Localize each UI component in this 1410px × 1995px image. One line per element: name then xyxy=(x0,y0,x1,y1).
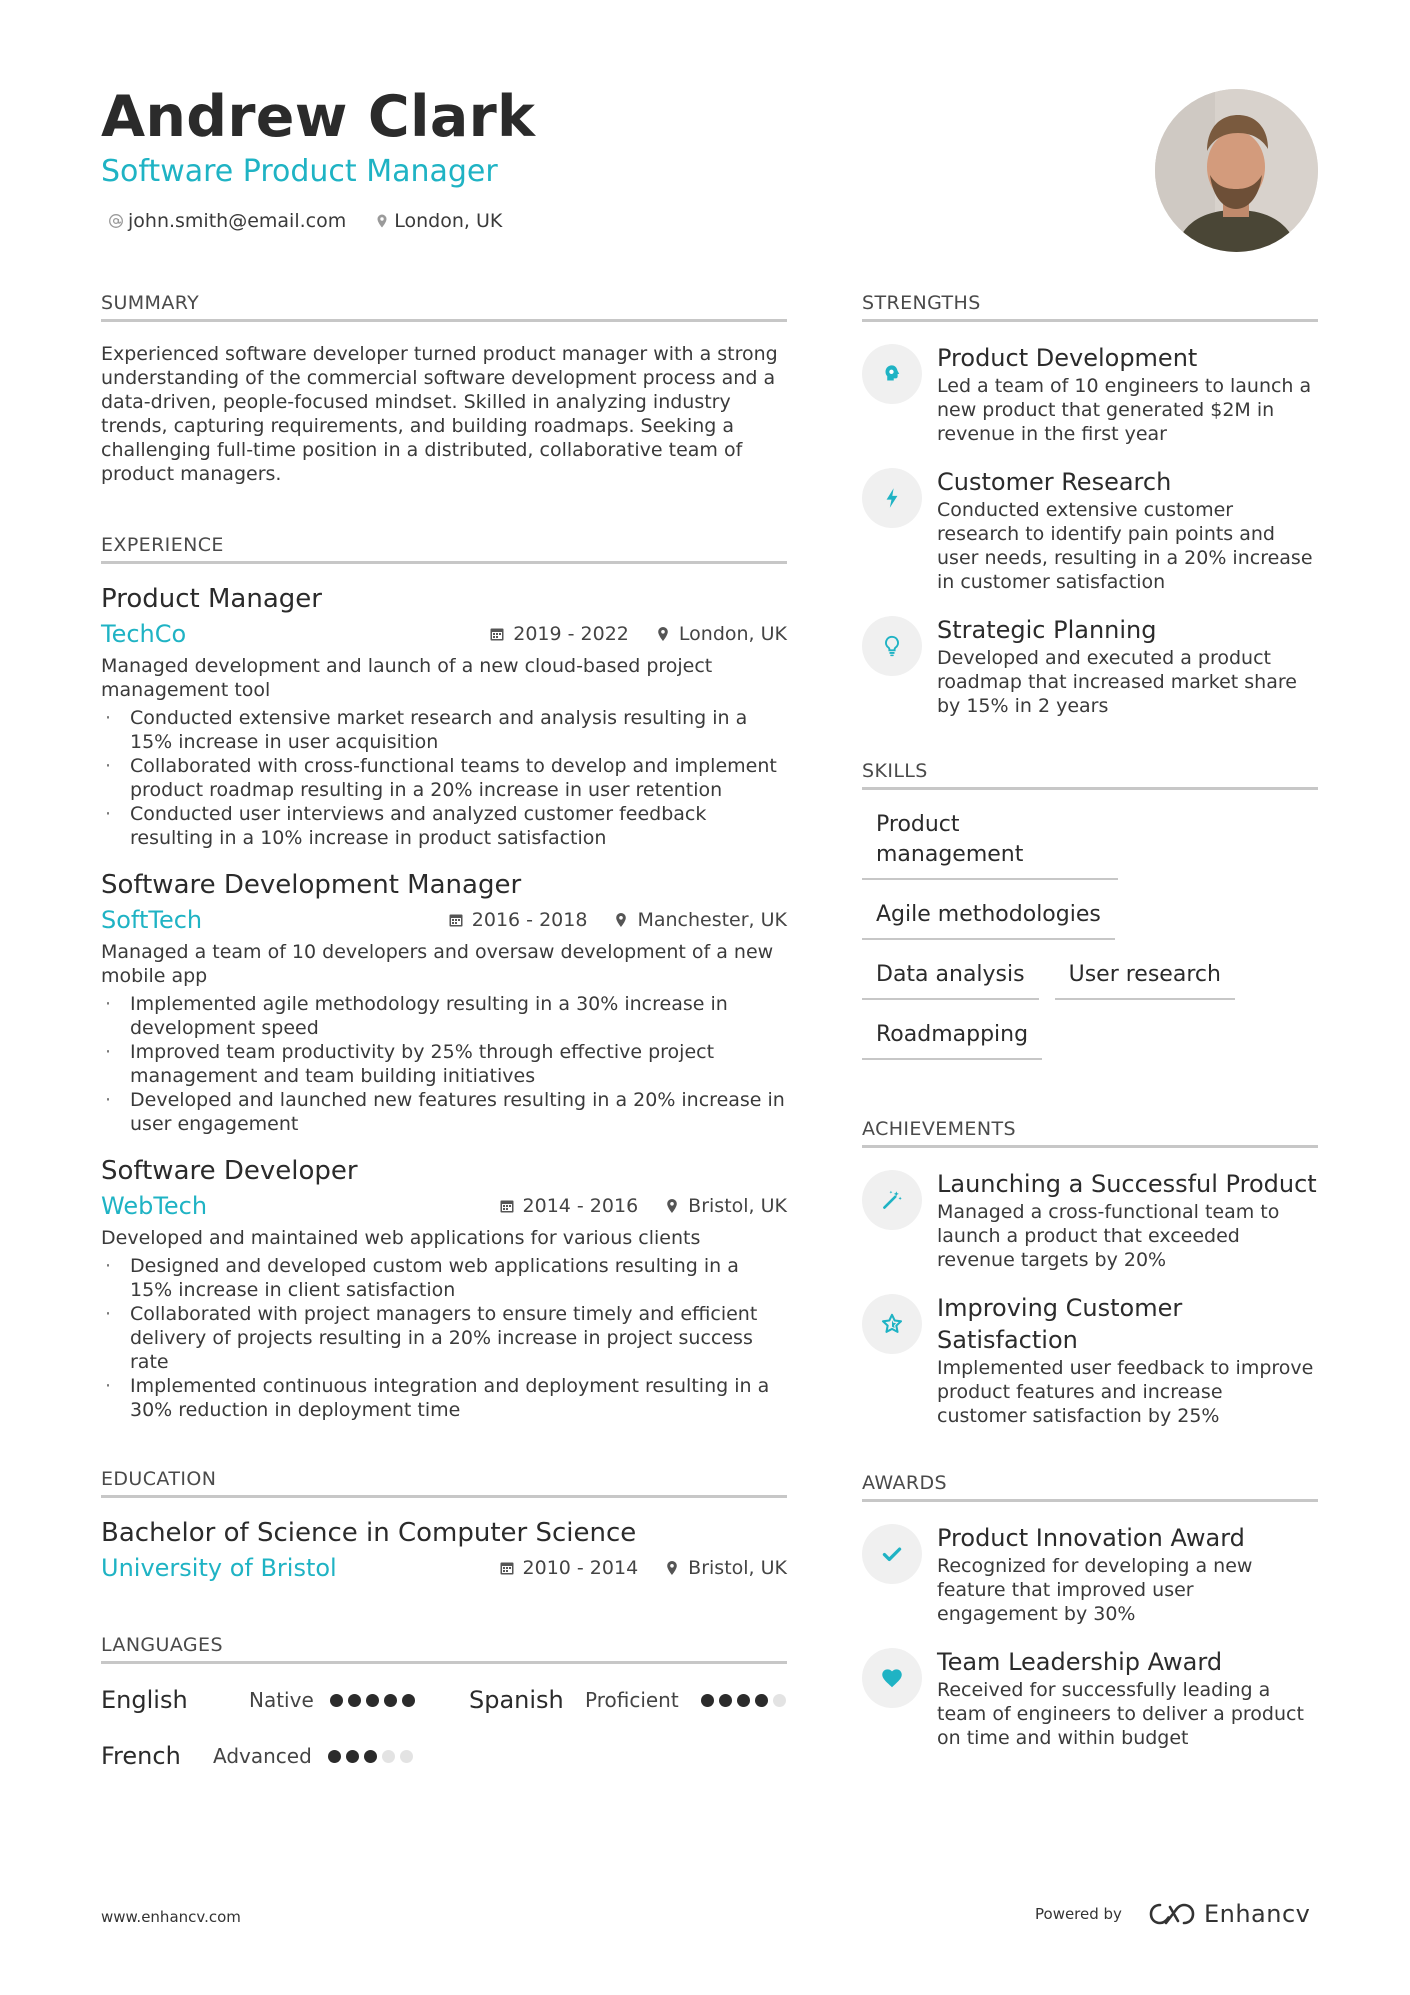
brand-name: Enhancv xyxy=(1203,1900,1311,1928)
education-dates: 2010 - 2014 xyxy=(522,1557,639,1579)
rating-dot-empty xyxy=(382,1750,395,1763)
award-title: Product Innovation Award xyxy=(937,1524,1245,1552)
rating-dot-filled xyxy=(719,1694,732,1707)
language-item xyxy=(469,1678,787,1722)
location-pin-icon xyxy=(664,1560,680,1576)
rating-dot-filled xyxy=(755,1694,768,1707)
job-bullet: · Collaborated with project managers to ensure timely and efficient delivery of projects resulting in a 20% increase in project success rate xyxy=(101,1302,787,1374)
head-icon xyxy=(862,344,922,404)
powered-by-text: Powered by xyxy=(1035,1905,1122,1923)
lightbulb-icon xyxy=(862,616,922,676)
strength-description: Developed and executed a product roadmap that increased market share by 15% in 2 years xyxy=(937,647,1297,717)
language-name: English xyxy=(101,1686,188,1714)
education-entry xyxy=(101,1516,787,1584)
skill-tag: Roadmapping xyxy=(862,1014,1042,1060)
language-level: Proficient xyxy=(585,1688,679,1712)
education-location: Bristol, UK xyxy=(688,1557,787,1579)
magic-wand-icon xyxy=(862,1170,922,1230)
skill-tag: Agile methodologies xyxy=(862,894,1115,940)
check-icon xyxy=(862,1524,922,1584)
job-dates: 2014 - 2016 xyxy=(522,1195,639,1217)
strength-title: Strategic Planning xyxy=(937,616,1157,644)
job-bullet: · Developed and launched new features resulting in a 20% increase in user engagement xyxy=(101,1088,787,1136)
rating-dot-filled xyxy=(737,1694,750,1707)
job-company[interactable]: WebTech xyxy=(101,1192,208,1220)
job-bullet: · Implemented continuous integration and deployment resulting in a 30% reduction in deployment time xyxy=(101,1374,787,1422)
job-role: Product Manager xyxy=(101,584,322,614)
location-pin-icon xyxy=(664,1198,680,1214)
languages-list xyxy=(101,1678,787,1778)
skill-tag: Data analysis xyxy=(862,954,1039,1000)
candidate-title: Software Product Manager xyxy=(101,154,498,189)
job-bullet: · Conducted user interviews and analyzed customer feedback resulting in a 10% increase in product satisfaction xyxy=(101,802,787,850)
summary-text: Experienced software developer turned product manager with a strong understanding of the commercial software development process and a data-driven, people-focused mindset. Skilled in analyzing industry trends, capturing requirements, and building roadmaps. Seeking a challenging full-time position in a distributed, collaborative team of product managers. xyxy=(101,343,778,485)
profile-photo xyxy=(1155,89,1318,252)
achievement-description: Implemented user feedback to improve product features and increase customer satisfaction by 25% xyxy=(937,1357,1314,1427)
location-pin-icon xyxy=(613,912,629,928)
rating-dot-filled xyxy=(366,1694,379,1707)
strength-item xyxy=(862,614,1318,718)
rating-dot-filled xyxy=(701,1694,714,1707)
star-icon xyxy=(862,1294,922,1354)
job-bullets xyxy=(101,992,787,1136)
calendar-icon xyxy=(499,1560,515,1576)
lightning-icon xyxy=(862,468,922,528)
award-item xyxy=(862,1522,1318,1626)
achievement-title: Launching a Successful Product xyxy=(937,1170,1317,1198)
rating-dot-empty xyxy=(773,1694,786,1707)
left-column xyxy=(101,290,787,1778)
school[interactable]: University of Bristol xyxy=(101,1554,337,1582)
location-contact xyxy=(374,206,502,236)
strength-title: Customer Research xyxy=(937,468,1172,496)
contact-info xyxy=(108,206,502,236)
job-entry xyxy=(101,582,787,850)
language-item xyxy=(101,1734,469,1778)
strengths-heading: STRENGTHS xyxy=(862,290,1318,322)
language-rating xyxy=(330,1694,415,1707)
language-level: Native xyxy=(249,1688,314,1712)
strength-title: Product Development xyxy=(937,344,1198,372)
strength-item xyxy=(862,466,1318,594)
summary-heading: SUMMARY xyxy=(101,290,787,322)
location-pin-icon xyxy=(655,626,671,642)
rating-dot-filled xyxy=(346,1750,359,1763)
candidate-name: Andrew Clark xyxy=(101,84,536,150)
language-item xyxy=(101,1678,469,1722)
right-column xyxy=(862,290,1318,1750)
award-description: Recognized for developing a new feature that improved user engagement by 30% xyxy=(937,1555,1253,1625)
job-bullets xyxy=(101,706,787,850)
achievement-title: Improving Customer Satisfaction xyxy=(937,1294,1183,1354)
job-role: Software Developer xyxy=(101,1156,358,1186)
enhancv-logo[interactable] xyxy=(1148,1900,1310,1928)
at-icon xyxy=(108,213,124,229)
skills-heading: SKILLS xyxy=(862,758,1318,790)
job-dates: 2019 - 2022 xyxy=(513,623,629,645)
skill-tag: Product management xyxy=(862,804,1118,880)
rating-dot-filled xyxy=(330,1694,343,1707)
rating-dot-filled xyxy=(384,1694,397,1707)
job-entry xyxy=(101,868,787,1136)
location-text: London, UK xyxy=(394,210,503,232)
calendar-icon xyxy=(448,912,464,928)
strength-description: Led a team of 10 engineers to launch a new product that generated $2M in revenue in the first year xyxy=(937,375,1312,445)
skill-tag: User research xyxy=(1055,954,1235,1000)
rating-dot-filled xyxy=(364,1750,377,1763)
heart-icon xyxy=(862,1648,922,1708)
language-rating xyxy=(328,1750,413,1763)
calendar-icon xyxy=(499,1198,515,1214)
rating-dot-filled xyxy=(348,1694,361,1707)
award-title: Team Leadership Award xyxy=(937,1648,1223,1676)
strength-description: Conducted extensive customer research to identify pain points and user needs, resulting in a 20% increase in customer satisfaction xyxy=(937,499,1313,593)
footer-website[interactable]: www.enhancv.com xyxy=(101,1908,241,1926)
achievement-item xyxy=(862,1292,1318,1428)
job-location: Bristol, UK xyxy=(688,1195,787,1217)
job-dates: 2016 - 2018 xyxy=(471,909,588,931)
job-company[interactable]: TechCo xyxy=(101,620,187,648)
experience-heading: EXPERIENCE xyxy=(101,532,787,564)
email-text: john.smith@email.com xyxy=(128,210,347,232)
job-company[interactable]: SoftTech xyxy=(101,906,203,934)
rating-dot-empty xyxy=(400,1750,413,1763)
achievements-heading: ACHIEVEMENTS xyxy=(862,1116,1318,1148)
award-description: Received for successfully leading a team of engineers to deliver a product on time and within budget xyxy=(937,1679,1304,1749)
degree: Bachelor of Science in Computer Science xyxy=(101,1518,637,1548)
awards-heading: AWARDS xyxy=(862,1470,1318,1502)
education-heading: EDUCATION xyxy=(101,1466,787,1498)
job-role: Software Development Manager xyxy=(101,870,522,900)
email-contact[interactable] xyxy=(108,206,346,236)
rating-dot-filled xyxy=(402,1694,415,1707)
job-bullet: · Improved team productivity by 25% through effective project management and team building initiatives xyxy=(101,1040,787,1088)
job-bullet: · Conducted extensive market research and analysis resulting in a 15% increase in user acquisition xyxy=(101,706,787,754)
job-description: Managed a team of 10 developers and oversaw development of a new mobile app xyxy=(101,941,774,987)
achievement-item xyxy=(862,1168,1318,1272)
job-location: Manchester, UK xyxy=(637,909,787,931)
languages-heading: LANGUAGES xyxy=(101,1632,787,1664)
job-description: Managed development and launch of a new cloud-based project management tool xyxy=(101,655,713,701)
job-bullet: · Designed and developed custom web applications resulting in a 15% increase in client satisfaction xyxy=(101,1254,787,1302)
language-level: Advanced xyxy=(213,1744,312,1768)
strength-item xyxy=(862,342,1318,446)
language-name: Spanish xyxy=(469,1686,564,1714)
award-item xyxy=(862,1646,1318,1750)
language-rating xyxy=(701,1694,786,1707)
job-location: London, UK xyxy=(678,623,787,645)
rating-dot-filled xyxy=(328,1750,341,1763)
footer-branding xyxy=(1035,1900,1310,1928)
job-bullet: · Implemented agile methodology resulting in a 30% increase in development speed xyxy=(101,992,787,1040)
skills-list xyxy=(862,804,1318,1074)
language-name: French xyxy=(101,1742,181,1770)
job-entry xyxy=(101,1154,787,1422)
location-pin-icon xyxy=(374,213,390,229)
calendar-icon xyxy=(489,626,505,642)
achievement-description: Managed a cross-functional team to launch a product that exceeded revenue targets by 20% xyxy=(937,1201,1280,1271)
job-bullet: · Collaborated with cross-functional teams to develop and implement product roadmap resulting in a 20% increase in user retention xyxy=(101,754,787,802)
job-bullets xyxy=(101,1254,787,1422)
job-description: Developed and maintained web applications for various clients xyxy=(101,1227,701,1249)
enhancv-logo-icon xyxy=(1148,1901,1196,1927)
